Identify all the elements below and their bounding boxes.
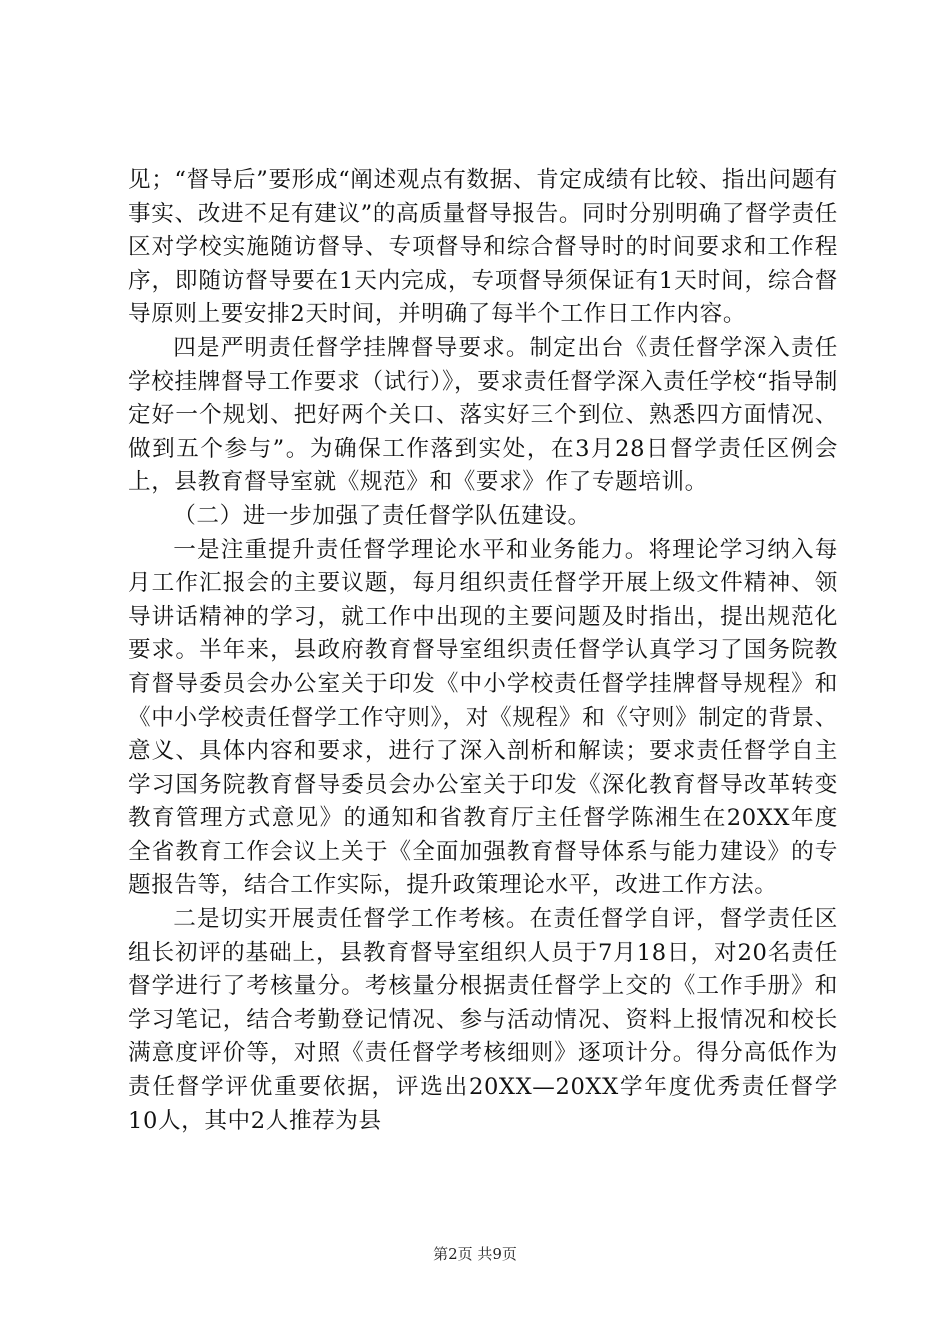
- document-body: [128, 164, 838, 1138]
- paragraph-item-four: 四是严明责任督学挂牌督导要求。制定出台《责任督学深入责任学校挂牌督导工作要求（试行）》，要求责任督学深入责任学校“指导制定好一个规划、把好两个关口、落实好三个到位、熟悉四方面情况、做到五个参与”。为确保工作落到实处，在3月28日督学责任区例会上，县教育督导室就《规范》和《要求》作了专题培训。: [128, 334, 838, 496]
- page-number-footer: 第2页 共9页: [433, 1245, 517, 1263]
- paragraph-continued: 见；“督导后”要形成“阐述观点有数据、肯定成绩有比较、指出问题有事实、改进不足有建议”的高质量督导报告。同时分别明确了督学责任区对学校实施随访督导、专项督导和综合督导时的时间要求和工作程序，即随访督导要在1天内完成，专项督导须保证有1天时间，综合督导原则上要安排2天时间，并明确了每半个工作日工作内容。: [128, 167, 838, 328]
- section-heading: （二）进一步加强了责任督学队伍建设。: [173, 502, 591, 529]
- paragraph-item-one: 一是注重提升责任督学理论水平和业务能力。将理论学习纳入每月工作汇报会的主要议题，每月组织责任督学开展上级文件精神、领导讲话精神的学习，就工作中出现的主要问题及时指出，提出规范化要求。半年来，县政府教育督导室组织责任督学认真学习了国务院教育督导委员会办公室关于印发《中小学校责任督学挂牌督导规程》和《中小学校责任督学工作守则》，对《规程》和《守则》制定的背景、意义、具体内容和要求，进行了深入剖析和解读；要求责任督学自主学习国务院教育督导委员会办公室关于印发《深化教育督导改革转变教育管理方式意见》的通知和省教育厅主任督学陈湘生在20XX年度全省教育工作会议上关于《全面加强教育督导体系与能力建设》的专题报告等，结合工作实际，提升政策理论水平，改进工作方法。: [128, 536, 838, 899]
- paragraph-item-two: 二是切实开展责任督学工作考核。在责任督学自评，督学责任区组长初评的基础上，县教育督导室组织人员于7月18日，对20名责任督学进行了考核量分。考核量分根据责任督学上交的《工作手册》和学习笔记，结合考勤登记情况、参与活动情况、资料上报情况和校长满意度评价等，对照《责任督学考核细则》逐项计分。得分高低作为责任督学评优重要依据，评选出20XX—20XX学年度优秀责任督学10人，其中2人推荐为县: [128, 906, 838, 1134]
